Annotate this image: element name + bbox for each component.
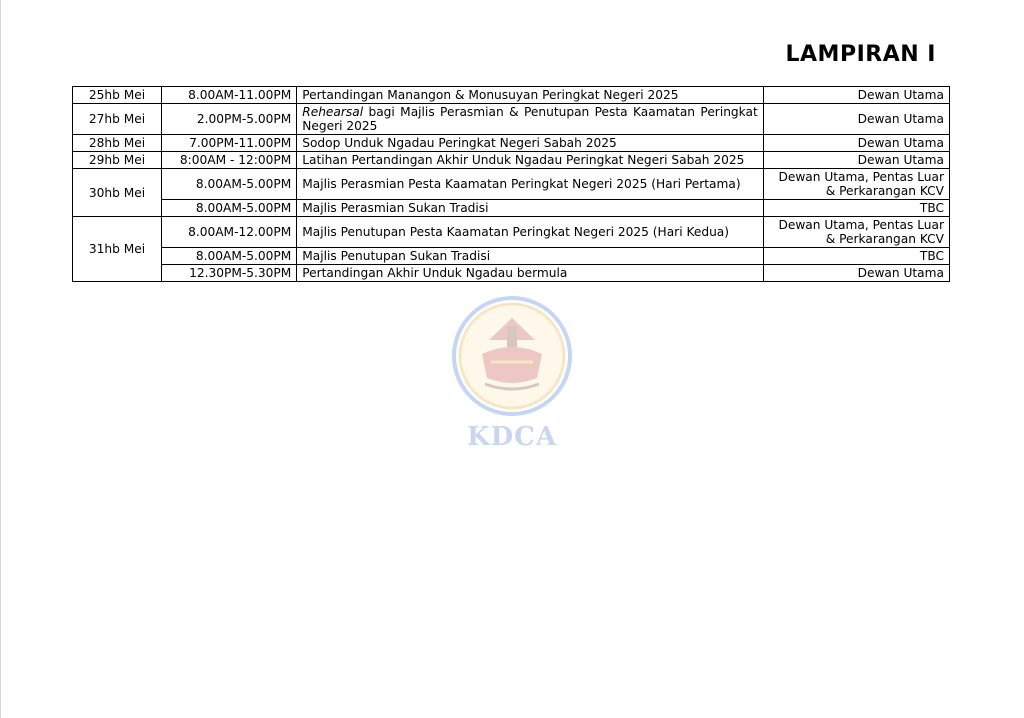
kdca-emblem-icon xyxy=(449,296,575,422)
event-cell: Pertandingan Akhir Unduk Ngadau bermula xyxy=(297,265,764,282)
venue-line: & Perkarangan KCV xyxy=(825,184,944,198)
time-cell: 8.00AM-11.00PM xyxy=(162,87,297,104)
table-row xyxy=(73,169,950,200)
event-cell: Sodop Unduk Ngadau Peringkat Negeri Sabah 2025 xyxy=(297,135,764,152)
event-cell: Majlis Perasmian Pesta Kaamatan Peringkat Negeri 2025 (Hari Pertama) xyxy=(297,169,764,200)
date-cell: 29hb Mei xyxy=(73,152,162,169)
table-row xyxy=(73,248,950,265)
date-cell: 25hb Mei xyxy=(73,87,162,104)
event-text: bagi Majlis Perasmian & Penutupan Pesta Kaamatan Peringkat Negeri 2025 xyxy=(302,105,758,133)
event-cell xyxy=(297,104,764,135)
date-cell: 30hb Mei xyxy=(73,169,162,217)
venue-line: Dewan Utama, Pentas Luar xyxy=(778,218,944,232)
page-edge xyxy=(0,0,1,718)
schedule-table xyxy=(72,86,950,282)
venue-cell: Dewan Utama xyxy=(763,87,949,104)
watermark-text: KDCA xyxy=(466,422,557,452)
venue-cell: Dewan Utama xyxy=(763,152,949,169)
time-cell: 8:00AM - 12:00PM xyxy=(162,152,297,169)
time-cell: 8.00AM-5.00PM xyxy=(162,169,297,200)
table-row xyxy=(73,104,950,135)
table-row xyxy=(73,135,950,152)
time-cell: 8.00AM-12.00PM xyxy=(162,217,297,248)
table-row xyxy=(73,200,950,217)
table-row xyxy=(73,152,950,169)
event-emphasis: Rehearsal xyxy=(302,105,364,119)
event-cell: Pertandingan Manangon & Monusuyan Peringkat Negeri 2025 xyxy=(297,87,764,104)
venue-cell: TBC xyxy=(763,248,949,265)
event-cell: Majlis Penutupan Sukan Tradisi xyxy=(297,248,764,265)
time-cell: 8.00AM-5.00PM xyxy=(162,200,297,217)
date-cell: 27hb Mei xyxy=(73,104,162,135)
date-cell: 28hb Mei xyxy=(73,135,162,152)
venue-cell xyxy=(763,169,949,200)
venue-cell: Dewan Utama xyxy=(763,135,949,152)
table-row xyxy=(73,87,950,104)
venue-cell xyxy=(763,217,949,248)
event-cell: Latihan Pertandingan Akhir Unduk Ngadau Peringkat Negeri Sabah 2025 xyxy=(297,152,764,169)
time-cell: 7.00PM-11.00PM xyxy=(162,135,297,152)
venue-cell: Dewan Utama xyxy=(763,104,949,135)
venue-cell: Dewan Utama xyxy=(763,265,949,282)
venue-cell: TBC xyxy=(763,200,949,217)
event-cell: Majlis Penutupan Pesta Kaamatan Peringkat Negeri 2025 (Hari Kedua) xyxy=(297,217,764,248)
page-heading: LAMPIRAN I xyxy=(785,42,936,67)
time-cell: 12.30PM-5.30PM xyxy=(162,265,297,282)
venue-line: & Perkarangan KCV xyxy=(825,232,944,246)
kdca-watermark xyxy=(449,296,575,456)
table-row xyxy=(73,265,950,282)
time-cell: 8.00AM-5.00PM xyxy=(162,248,297,265)
venue-line: Dewan Utama, Pentas Luar xyxy=(778,170,944,184)
time-cell: 2.00PM-5.00PM xyxy=(162,104,297,135)
date-cell: 31hb Mei xyxy=(73,217,162,282)
event-cell: Majlis Perasmian Sukan Tradisi xyxy=(297,200,764,217)
table-row xyxy=(73,217,950,248)
